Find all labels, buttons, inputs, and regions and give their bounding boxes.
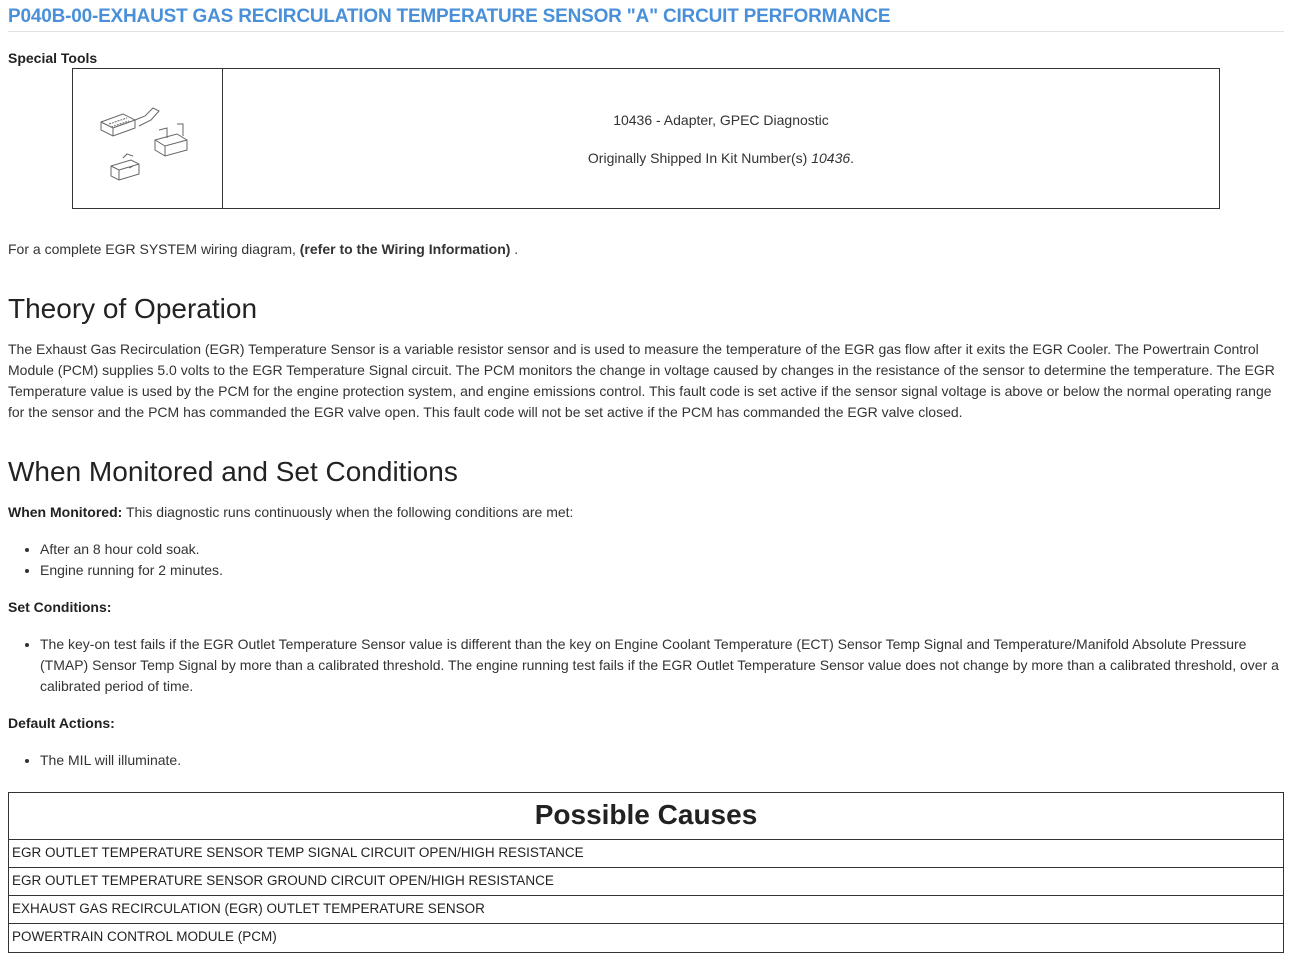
table-row: EXHAUST GAS RECIRCULATION (EGR) OUTLET TEMPERATURE SENSOR: [9, 896, 1283, 924]
wiring-suffix: .: [510, 241, 519, 257]
default-actions-label: Default Actions:: [8, 715, 115, 731]
wiring-text: For a complete EGR SYSTEM wiring diagram,: [8, 241, 300, 257]
table-row: POWERTRAIN CONTROL MODULE (PCM): [12, 929, 277, 944]
wiring-reference: [8, 241, 518, 257]
list-item: • Engine running for 2 minutes.: [40, 560, 1284, 581]
possible-causes-table: [8, 792, 1284, 953]
possible-causes-heading: Possible Causes: [9, 793, 1283, 840]
theory-body: The Exhaust Gas Recirculation (EGR) Temperature Sensor is a variable resistor sensor and is used to measure the temperature of the EGR gas flow after it exits the EGR Cooler. The Powertrain Control Module (PCM) supplies 5.0 volts to the EGR Temperature Signal circuit. The PCM monitors the change in voltage caused by changes in the resistance of the sensor to determine the temperature. The EGR Temperature value is used by the PCM for the engine protection system, and engine emissions control. This fault code is set active if the sensor signal voltage is above or below the normal operating range for the sensor and the PCM has commanded the EGR valve open. This fault code will not be set active if the PCM has commanded the EGR valve closed.: [8, 341, 1275, 420]
list-item: • The key-on test fails if the EGR Outlet Temperature Sensor value is different than the key on Engine Coolant Temperature (ECT) Sensor Temp Signal and Temperature/Manifold Absolute Pressure (TMAP) Sensor Temp Signal by more than a calibrated threshold. The engine running test fails if the EGR Outlet Temperature Sensor value does not change by more than a calibrated threshold, over a calibrated period of time.: [40, 634, 1284, 697]
wiring-info-link[interactable]: (refer to the Wiring Information): [299, 241, 511, 257]
tool-name: 10436 - Adapter, GPEC Diagnostic: [613, 111, 829, 128]
gpec-adapter-illustration-icon: [93, 94, 203, 184]
special-tools-label: Special Tools: [8, 50, 98, 66]
kit-number: 10436: [811, 149, 851, 166]
when-monitored-label: When Monitored:: [8, 504, 123, 520]
when-monitored-text: This diagnostic runs continuously when the following conditions are met:: [122, 504, 574, 520]
special-tools-table: [72, 68, 1220, 209]
set-conditions-label: Set Conditions:: [8, 599, 112, 615]
tool-info: [223, 69, 1219, 208]
set-conditions-list: [8, 634, 1284, 697]
monitored-list: [8, 539, 1284, 581]
when-monitored: [8, 502, 1284, 523]
monitored-heading: When Monitored and Set Conditions: [8, 456, 458, 487]
tool-kit-line: [588, 150, 854, 166]
tool-image[interactable]: [73, 69, 223, 208]
document: [8, 0, 1284, 944]
list-item: • After an 8 hour cold soak.: [40, 539, 1284, 560]
theory-heading: Theory of Operation: [8, 293, 258, 324]
kit-prefix: Originally Shipped In Kit Number(s): [587, 149, 812, 166]
default-actions-list: [8, 750, 1284, 771]
table-row: EGR OUTLET TEMPERATURE SENSOR TEMP SIGNAL CIRCUIT OPEN/HIGH RESISTANCE: [9, 840, 1283, 868]
kit-suffix: .: [850, 149, 855, 166]
page-title: P040B-00-EXHAUST GAS RECIRCULATION TEMPERATURE SENSOR "A" CIRCUIT PERFORMANCE: [8, 0, 1284, 32]
list-item: • The MIL will illuminate.: [40, 750, 1284, 771]
table-row: EGR OUTLET TEMPERATURE SENSOR GROUND CIRCUIT OPEN/HIGH RESISTANCE: [9, 868, 1283, 896]
